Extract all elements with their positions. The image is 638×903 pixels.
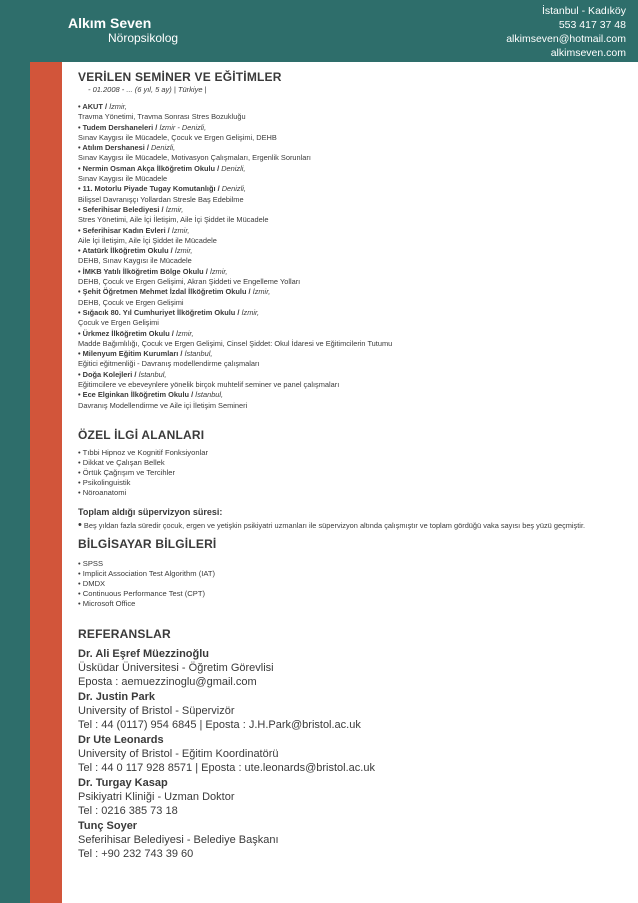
list-item xyxy=(78,287,630,308)
list-item xyxy=(78,246,630,267)
seminar-org xyxy=(78,349,630,359)
reference-detail: University of Bristol - Süpervizör xyxy=(78,704,235,717)
reference-name: Dr. Turgay Kasap xyxy=(78,776,168,789)
seminar-location: İzmir, xyxy=(171,225,190,235)
reference-detail: Seferihisar Belediyesi - Belediye Başkanı xyxy=(78,833,279,846)
computer-heading: BİLGİSAYAR BİLGİLERİ xyxy=(78,536,217,551)
seminar-org xyxy=(78,205,630,215)
reference-detail: Tel : 0216 385 73 18 xyxy=(78,805,178,818)
list-item: • Dikkat ve Çalışan Bellek xyxy=(78,457,165,467)
interests-list xyxy=(78,448,630,498)
list-item xyxy=(78,226,630,247)
list-item: • Örtük Çağrışım ve Tercihler xyxy=(78,467,176,477)
seminar-topics: Travma Yönetimi, Travma Sonrası Stres Bozukluğu xyxy=(78,112,246,122)
seminar-org xyxy=(78,164,630,174)
supervision-text: Beş yıldan fazla süredir çocuk, ergen ve yetişkin psikiyatri uzmanları ile süpervizyon altında çalışmıştır ve toplam gördüğü vaka sayısı beş yüzü geçmiştir. xyxy=(81,520,586,530)
seminar-location: İzmir, xyxy=(252,287,271,297)
person-name: Alkım Seven xyxy=(68,15,152,31)
seminar-location: İzmir, xyxy=(109,102,127,111)
seminar-org xyxy=(78,329,630,339)
seminar-topics: Eğitici eğitmenliği - Davranış modellendirme çalışmaları xyxy=(78,359,260,369)
seminar-topics: Stres Yönetimi, Aile İçi İletişim, Aile İçi Şiddet ile Mücadele xyxy=(78,215,269,225)
reference-item xyxy=(78,733,630,776)
seminar-org-name: • Ürkmez İlköğretim Okulu / xyxy=(78,328,176,338)
interests-heading: ÖZEL İLGİ ALANLARI xyxy=(78,427,205,442)
seminar-org-name: • 11. Motorlu Piyade Tugay Komutanlığı / xyxy=(78,184,222,194)
list-item xyxy=(78,370,630,391)
seminar-org xyxy=(78,226,630,236)
seminars-section xyxy=(78,70,630,411)
bullet-icon: • xyxy=(78,518,82,531)
seminar-org-name: • Tudem Dershaneleri / xyxy=(78,122,160,132)
reference-item xyxy=(78,776,630,819)
supervision-note xyxy=(78,518,630,531)
seminar-org-name: • Şehit Öğretmen Mehmet İzdal İlköğretim Okulu / xyxy=(78,287,253,297)
reference-detail: Üsküdar Üniversitesi - Öğretim Görevlisi xyxy=(78,661,274,674)
list-item: • Microsoft Office xyxy=(78,598,136,608)
interests-section xyxy=(78,428,630,531)
left-teal-stripe xyxy=(0,0,30,903)
computer-list xyxy=(78,559,630,609)
seminar-org xyxy=(78,246,630,256)
contact-phone: 553 417 37 48 xyxy=(558,19,626,31)
references-list xyxy=(78,647,630,862)
header-banner xyxy=(30,0,638,62)
seminar-location: İzmir, xyxy=(209,266,228,276)
seminar-location: İstanbul, xyxy=(138,369,167,379)
seminar-topics: Bilişsel Davranışçı Yollardan Stresle Baş Edebilme xyxy=(78,194,244,204)
seminar-org xyxy=(78,143,630,153)
seminar-location: İstanbul, xyxy=(195,390,224,400)
computer-section xyxy=(78,537,630,609)
reference-detail: University of Bristol - Eğitim Koordinatörü xyxy=(78,747,279,760)
seminar-org-name: • Seferihisar Belediyesi / xyxy=(78,204,166,214)
list-item: • Nöroanatomi xyxy=(78,487,127,497)
seminars-meta: - 01.2008 - ... (6 yıl, 5 ay) | Türkiye | xyxy=(88,85,207,94)
seminar-location: İzmir, xyxy=(175,328,194,338)
reference-detail: Tel : 44 0 117 928 8571 | Eposta : ute.leonards@bristol.ac.uk xyxy=(78,762,375,775)
seminar-location: İstanbul, xyxy=(184,349,213,359)
seminar-org-name: • Seferihisar Kadın Evleri / xyxy=(78,225,172,235)
supervision-heading: Toplam aldığı süpervizyon süresi: xyxy=(78,506,223,517)
reference-detail: Psikiyatri Kliniği - Uzman Doktor xyxy=(78,790,235,803)
seminar-topics: DEHB, Sınav Kaygısı ile Mücadele xyxy=(78,256,192,266)
seminar-location: Denizli, xyxy=(150,143,176,153)
seminar-topics: Eğitimcilere ve ebeveynlere yönelik birçok muhtelif seminer ve panel çalışmaları xyxy=(78,380,340,390)
reference-detail: Tel : 44 (0117) 954 6845 | Eposta : J.H.Park@bristol.ac.uk xyxy=(78,719,361,732)
seminar-org xyxy=(78,287,630,297)
contact-website[interactable]: alkimseven.com xyxy=(550,47,626,59)
list-item: • Continuous Performance Test (CPT) xyxy=(78,588,206,598)
seminar-org-name: • Nermin Osman Akça İlköğretim Okulu / xyxy=(78,163,222,173)
list-item: • DMDX xyxy=(78,578,106,588)
list-item xyxy=(78,164,630,185)
seminar-org-name: • Milenyum Eğitim Kurumları / xyxy=(78,349,185,359)
list-item xyxy=(78,123,630,144)
list-item: • Psikolinguistik xyxy=(78,477,131,487)
person-title: Nöropsikolog xyxy=(108,31,179,45)
seminar-topics: Çocuk ve Ergen Gelişimi xyxy=(78,318,159,328)
seminar-org-name: • Atılım Dershanesi / xyxy=(78,143,151,153)
reference-item xyxy=(78,819,630,862)
seminar-topics: Madde Bağımlılığı, Çocuk ve Ergen Gelişimi, Cinsel Şiddet: Okul İdaresi ve Eğitimcilerin Tutumu xyxy=(78,338,393,348)
resume-body xyxy=(78,70,630,862)
seminar-location: İzmir, xyxy=(165,204,184,214)
list-item xyxy=(78,102,630,123)
seminar-topics: Sınav Kaygısı ile Mücadele xyxy=(78,174,168,184)
seminars-list xyxy=(78,102,630,411)
contact-block xyxy=(506,4,626,60)
reference-name: Tunç Soyer xyxy=(78,819,138,832)
seminar-topics: Aile İçi İletişim, Aile İçi Şiddet ile Mücadele xyxy=(78,235,217,245)
reference-name: Dr. Ali Eşref Müezzinoğlu xyxy=(78,647,209,660)
contact-email[interactable]: alkimseven@hotmail.com xyxy=(506,33,626,45)
reference-item xyxy=(78,690,630,733)
references-heading: REFERANSLAR xyxy=(78,626,171,641)
seminar-location: İzmir - Denizli, xyxy=(159,122,207,132)
seminar-org xyxy=(78,370,630,380)
list-item xyxy=(78,308,630,329)
list-item xyxy=(78,184,630,205)
seminar-location: Denizli, xyxy=(221,163,246,173)
list-item xyxy=(78,143,630,164)
list-item xyxy=(78,390,630,411)
seminar-org xyxy=(78,102,630,112)
list-item xyxy=(78,349,630,370)
seminar-org xyxy=(78,184,630,194)
seminar-org-name: • İMKB Yatılı İlköğretim Bölge Okulu / xyxy=(78,266,210,276)
reference-detail: Tel : +90 232 743 39 60 xyxy=(78,848,194,861)
seminar-topics: DEHB, Çocuk ve Ergen Gelişimi xyxy=(78,297,184,307)
list-item: • SPSS xyxy=(78,558,104,568)
seminar-org-name: • Ece Elginkan İlköğretim Okulu / xyxy=(78,390,196,400)
seminar-topics: Davranış Modellendirme ve Aile içi İletişim Semineri xyxy=(78,400,248,410)
seminar-location: İzmir, xyxy=(241,307,260,317)
seminar-org xyxy=(78,267,630,277)
seminar-org xyxy=(78,390,630,400)
seminars-heading: VERİLEN SEMİNER VE EĞİTİMLER xyxy=(78,70,282,84)
seminar-org xyxy=(78,123,630,133)
left-red-stripe xyxy=(30,0,62,903)
seminar-topics: Sınav Kaygısı ile Mücadele, Çocuk ve Ergen Gelişimi, DEHB xyxy=(78,132,277,142)
seminar-location: İzmir, xyxy=(174,246,193,256)
list-item: • Tıbbi Hipnoz ve Kognitif Fonksiyonlar xyxy=(78,447,208,457)
reference-item xyxy=(78,647,630,690)
list-item xyxy=(78,267,630,288)
seminar-org-name: • Sığacık 80. Yıl Cumhuriyet İlköğretim Okulu / xyxy=(78,307,242,317)
list-item xyxy=(78,329,630,350)
seminar-topics: Sınav Kaygısı ile Mücadele, Motivasyon Çalışmaları, Ergenlik Sorunları xyxy=(78,153,311,163)
list-item: • Implicit Association Test Algorithm (IAT) xyxy=(78,568,215,578)
contact-location: İstanbul - Kadıköy xyxy=(541,5,626,17)
reference-detail: Eposta : aemuezzinoglu@gmail.com xyxy=(78,676,257,689)
seminar-topics: DEHB, Çocuk ve Ergen Gelişimi, Akran Şiddeti ve Engelleme Yolları xyxy=(78,277,301,287)
seminar-org-name: • AKUT / xyxy=(78,102,110,111)
reference-name: Dr Ute Leonards xyxy=(78,733,164,746)
seminar-org-name: • Doğa Kolejleri / xyxy=(78,369,139,379)
seminar-org xyxy=(78,308,630,318)
reference-name: Dr. Justin Park xyxy=(78,690,156,703)
list-item xyxy=(78,205,630,226)
references-section xyxy=(78,627,630,862)
seminar-location: Denizli, xyxy=(221,184,246,194)
seminar-org-name: • Atatürk İlköğretim Okulu / xyxy=(78,246,175,256)
